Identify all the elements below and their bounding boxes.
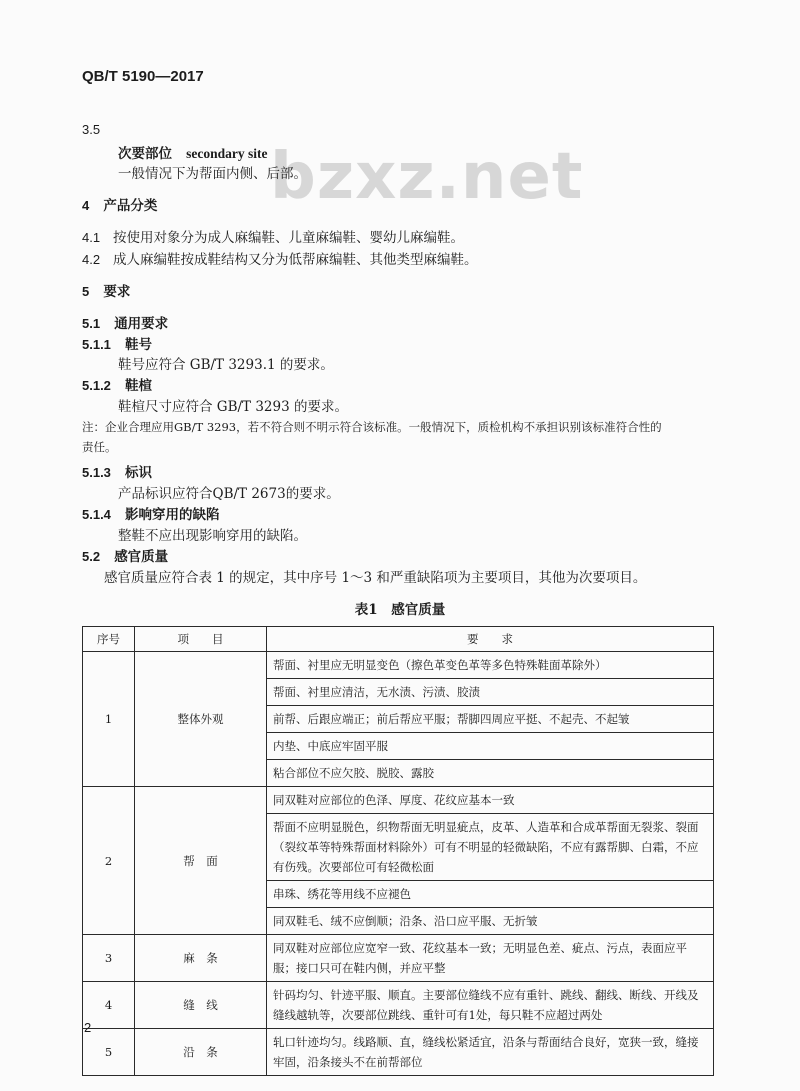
row-item: 缝 线 xyxy=(135,982,267,1029)
standard-code: QB/T 5190—2017 xyxy=(82,68,204,85)
table-row xyxy=(83,787,714,814)
row-seq: 4 xyxy=(83,982,135,1029)
row-item: 沿 条 xyxy=(135,1029,267,1076)
row-requirement: 帮面不应明显脱色，织物帮面无明显疵点，皮革、人造革和合成革帮面无裂浆、裂面（裂纹革等特殊帮面材料除外）可有不明显的轻微缺陷，不应有露帮脚、白霜，不应有伤残。次要部位可有轻微松面 xyxy=(267,814,714,881)
row-requirement: 帮面、衬里应清洁，无水渍、污渍、胶渍 xyxy=(267,679,714,706)
row-requirement: 前帮、后跟应端正；前后帮应平服；帮脚四周应平挺、不起壳、不起皱 xyxy=(267,706,714,733)
section-5-1-1-body: 鞋号应符合 GB/T 3293.1 的要求。 xyxy=(118,357,334,373)
header-item: 项 目 xyxy=(135,627,267,652)
sensory-quality-table xyxy=(82,626,714,1076)
section-5-1-2-heading: 5.1.2 鞋楦 xyxy=(82,378,153,394)
section-4-heading: 4 产品分类 xyxy=(82,198,158,214)
section-5-1-4-heading: 5.1.4 影响穿用的缺陷 xyxy=(82,507,220,523)
section-4-1: 4.1 按使用对象分为成人麻编鞋、儿童麻编鞋、婴幼儿麻编鞋。 xyxy=(82,230,464,246)
section-5-1-heading: 5.1 通用要求 xyxy=(82,316,169,332)
row-seq: 3 xyxy=(83,935,135,982)
table-row xyxy=(83,982,714,1029)
row-item: 帮 面 xyxy=(135,787,267,935)
table-header-row xyxy=(83,627,714,652)
table-row xyxy=(83,935,714,982)
note-line-1: 注：企业合理应用GB/T 3293，若不符合则不明示符合该标准。一般情况下，质检机构不承担识别该标准符合性的 xyxy=(82,420,662,434)
row-item: 整体外观 xyxy=(135,652,267,787)
header-req: 要 求 xyxy=(267,627,714,652)
section-4-2: 4.2 成人麻编鞋按成鞋结构又分为低帮麻编鞋、其他类型麻编鞋。 xyxy=(82,252,478,268)
row-requirement: 串珠、绣花等用线不应褪色 xyxy=(267,881,714,908)
row-requirement: 同双鞋对应部位的色泽、厚度、花纹应基本一致 xyxy=(267,787,714,814)
section-5-2-body: 感官质量应符合表 1 的规定，其中序号 1～3 和严重缺陷项为主要项目，其他为次要项目。 xyxy=(104,570,647,586)
row-requirement: 粘合部位不应欠胶、脱胶、露胶 xyxy=(267,760,714,787)
section-5-2-heading: 5.2 感官质量 xyxy=(82,549,169,565)
section-5-1-4-body: 整鞋不应出现影响穿用的缺陷。 xyxy=(118,528,307,544)
row-requirement: 帮面、衬里应无明显变色（擦色革变色革等多色特殊鞋面革除外） xyxy=(267,652,714,679)
section-5-heading: 5 要求 xyxy=(82,284,131,300)
page-number: 2 xyxy=(84,1020,92,1035)
note-line-2: 责任。 xyxy=(82,440,117,454)
section-5-1-3-body: 产品标识应符合QB/T 2673的要求。 xyxy=(118,486,340,502)
row-requirement: 同双鞋毛、绒不应倒顺；沿条、沿口应平服、无折皱 xyxy=(267,908,714,935)
watermark: bzxz.net xyxy=(270,140,584,214)
table-caption: 表1 感官质量 xyxy=(354,602,446,618)
table-row xyxy=(83,652,714,679)
row-requirement: 内垫、中底应牢固平服 xyxy=(267,733,714,760)
row-requirement: 轧口针迹均匀。线路顺、直，缝线松紧适宜，沿条与帮面结合良好，宽狭一致，缝接牢固，沿条接头不在前帮部位 xyxy=(267,1029,714,1076)
row-requirement: 同双鞋对应部位应宽窄一致、花纹基本一致；无明显色差、疵点、污点，表面应平服；接口只可在鞋内侧，并应平整 xyxy=(267,935,714,982)
header-seq: 序号 xyxy=(83,627,135,652)
row-seq: 5 xyxy=(83,1029,135,1076)
section-5-1-2-body: 鞋楦尺寸应符合 GB/T 3293 的要求。 xyxy=(118,399,348,415)
row-requirement: 针码均匀、针迹平服、顺直。主要部位缝线不应有重针、跳线、翻线、断线、开线及缝线越轨等，次要部位跳线、重针可有1处，每只鞋不应超过两处 xyxy=(267,982,714,1029)
table-row xyxy=(83,1029,714,1076)
section-5-1-1-heading: 5.1.1 鞋号 xyxy=(82,337,153,353)
section-5-1-3-heading: 5.1.3 标识 xyxy=(82,465,153,481)
row-item: 麻 条 xyxy=(135,935,267,982)
row-seq: 1 xyxy=(83,652,135,787)
section-num-3-5: 3.5 xyxy=(82,122,101,137)
section-body-3-5: 一般情况下为帮面内侧、后部。 xyxy=(118,166,307,182)
section-title-3-5: 次要部位 secondary site xyxy=(118,146,268,162)
row-seq: 2 xyxy=(83,787,135,935)
